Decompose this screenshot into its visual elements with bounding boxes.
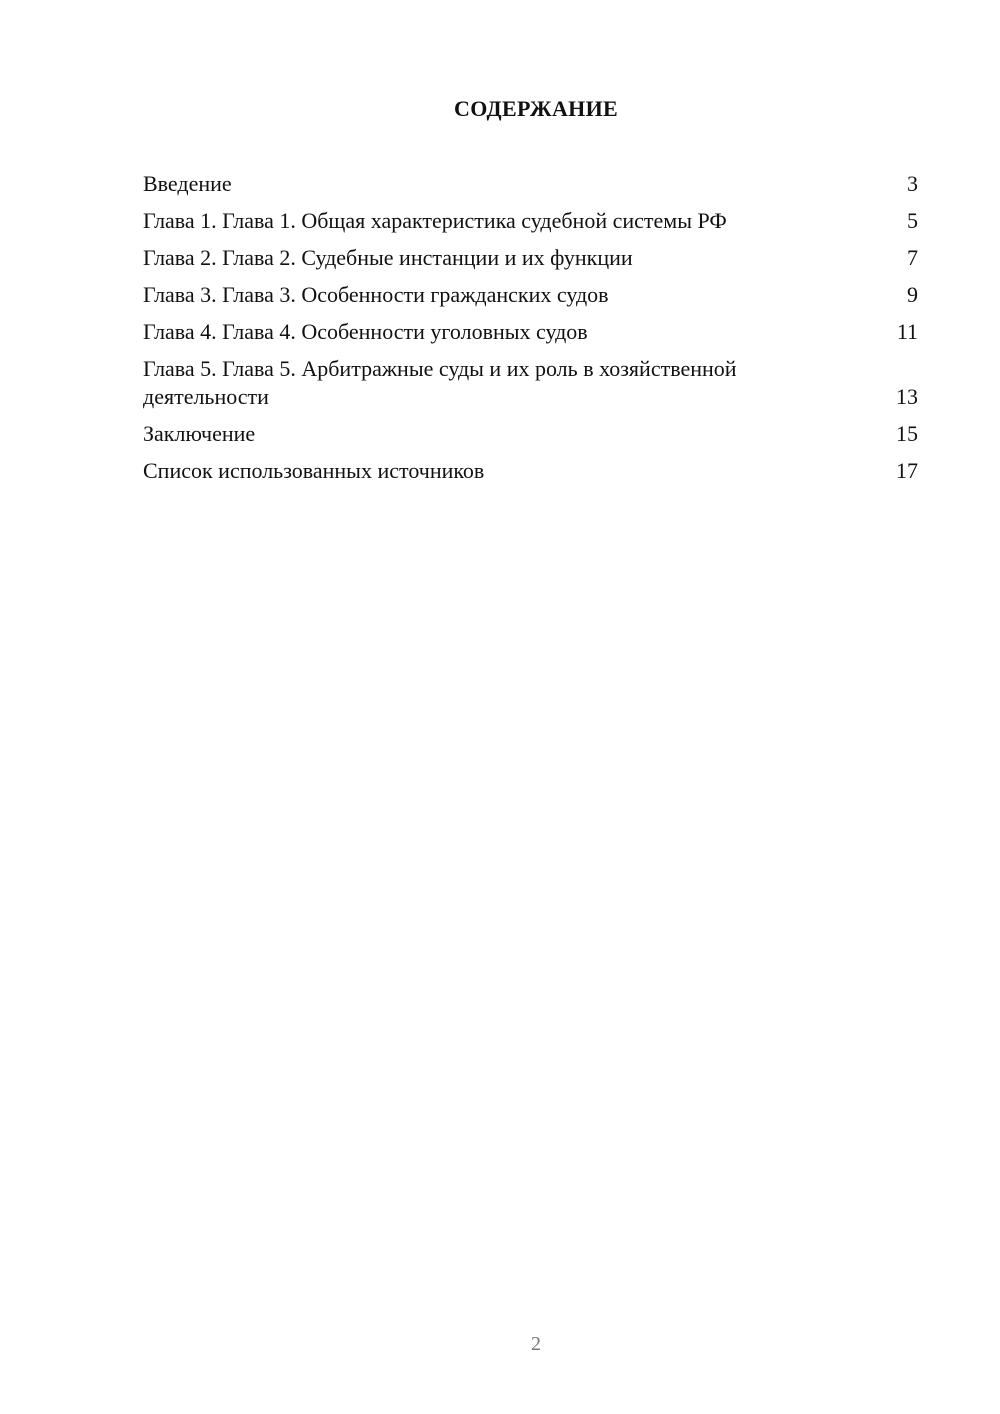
toc-item-page: 15: [896, 421, 918, 446]
toc-item-label: Глава 5. Глава 5. Арбитражные суды и их роль в хозяйственной деятельности: [143, 356, 737, 409]
toc-item-chapter-5: [143, 355, 918, 411]
toc-item-page: 17: [896, 458, 918, 483]
toc-item-conclusion: [143, 420, 918, 448]
toc-item-chapter-1: [143, 207, 918, 235]
page-title: СОДЕРЖАНИЕ: [454, 96, 618, 121]
toc-item-chapter-4: [143, 318, 918, 346]
toc-item-label: Глава 3. Глава 3. Особенности гражданских судов: [143, 282, 609, 307]
toc-item-page: 7: [907, 245, 918, 270]
toc-item-chapter-3: [143, 281, 918, 309]
toc-item-page: 5: [907, 208, 918, 233]
table-of-contents: [143, 170, 918, 494]
toc-item-label: Список использованных источников: [143, 458, 485, 483]
page-number: 2: [531, 1333, 541, 1355]
toc-item-label: Глава 1. Глава 1. Общая характеристика судебной системы РФ: [143, 208, 727, 233]
toc-item-label: Введение: [143, 171, 232, 196]
toc-item-label: Заключение: [143, 421, 256, 446]
toc-item-references: [143, 457, 918, 485]
toc-item-page: 3: [907, 171, 918, 196]
toc-item-label: Глава 4. Глава 4. Особенности уголовных судов: [143, 319, 588, 344]
toc-item-page: 9: [907, 282, 918, 307]
toc-item-introduction: [143, 170, 918, 198]
toc-item-page: 13: [896, 384, 918, 409]
toc-item-chapter-2: [143, 244, 918, 272]
toc-item-page: 11: [896, 319, 918, 344]
toc-item-label: Глава 2. Глава 2. Судебные инстанции и их функции: [143, 245, 633, 270]
